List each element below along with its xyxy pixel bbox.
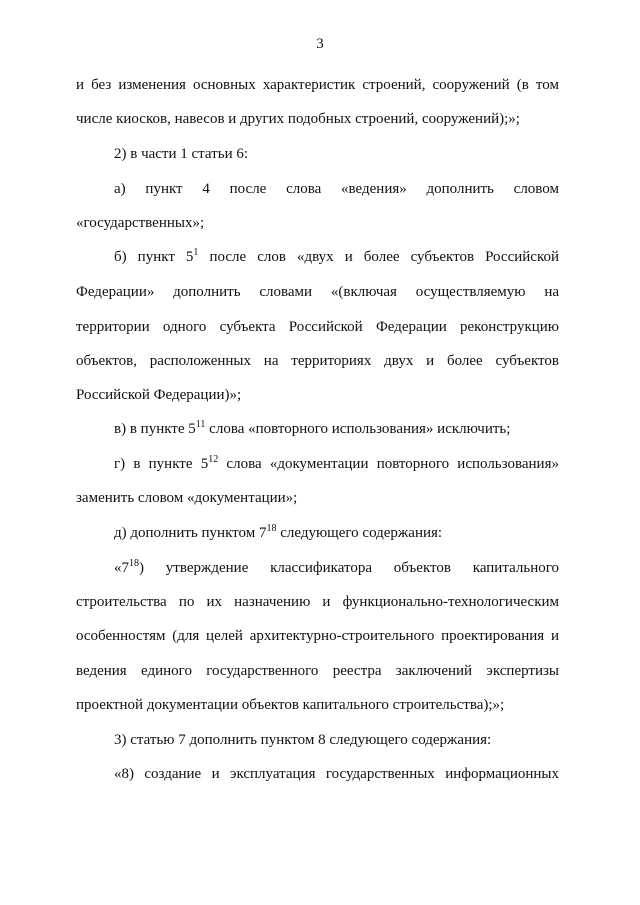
- text-run: д) дополнить пунктом 7: [114, 525, 267, 541]
- text-line: Российской Федерации)»;: [76, 387, 242, 403]
- text-line: [114, 454, 559, 474]
- text-line: проектной документации объектов капитального строительства);»;: [76, 697, 505, 713]
- text-run: «7: [114, 560, 129, 576]
- text-line: [114, 247, 559, 267]
- text-line: заменить словом «документации»;: [76, 490, 298, 506]
- text-line: 3) статью 7 дополнить пунктом 8 следующего содержания:: [114, 732, 492, 748]
- text-line: «государственных»;: [76, 215, 205, 231]
- text-run: в) в пункте 5: [114, 421, 196, 437]
- text-line: «8) создание и эксплуатация государственных информационных: [114, 766, 559, 782]
- page-number: 3: [316, 36, 324, 52]
- text-run: слова «документации повторного использования»: [218, 456, 559, 472]
- text-line: территории одного субъекта Российской Федерации реконструкцию: [76, 319, 559, 335]
- text-run: следующего содержания:: [276, 525, 443, 541]
- superscript: 11: [195, 419, 206, 430]
- text-run: слова «повторного использования» исключить;: [205, 421, 511, 437]
- text-line: ведения единого государственного реестра заключений экспертизы: [76, 663, 559, 679]
- text-line: объектов, расположенных на территориях двух и более субъектов: [76, 353, 559, 369]
- superscript: 18: [129, 558, 139, 569]
- superscript: 18: [266, 523, 277, 534]
- text-line: и без изменения основных характеристик строений, сооружений (в том: [76, 77, 559, 93]
- superscript: 1: [193, 247, 199, 258]
- text-line: 2) в части 1 статьи 6:: [114, 146, 249, 162]
- text-line: [114, 419, 559, 439]
- text-run: б) пункт 5: [114, 249, 194, 265]
- text-run: после слов «двух и более субъектов Российской: [198, 249, 560, 265]
- text-line: [114, 523, 559, 543]
- text-run: ) утверждение классификатора объектов капитального: [139, 560, 559, 576]
- text-run: г) в пункте 5: [114, 456, 209, 472]
- text-line: а) пункт 4 после слова «ведения» дополнить словом: [114, 181, 559, 197]
- text-line: строительства по их назначению и функционально-технологическим: [76, 594, 559, 610]
- text-line: [114, 558, 559, 578]
- text-line: числе киосков, навесов и других подобных строений, сооружений);»;: [76, 111, 520, 127]
- text-line: особенностям (для целей архитектурно-строительного проектирования и: [76, 628, 559, 644]
- superscript: 12: [208, 454, 219, 465]
- text-line: Федерации» дополнить словами «(включая осуществляемую на: [76, 284, 559, 300]
